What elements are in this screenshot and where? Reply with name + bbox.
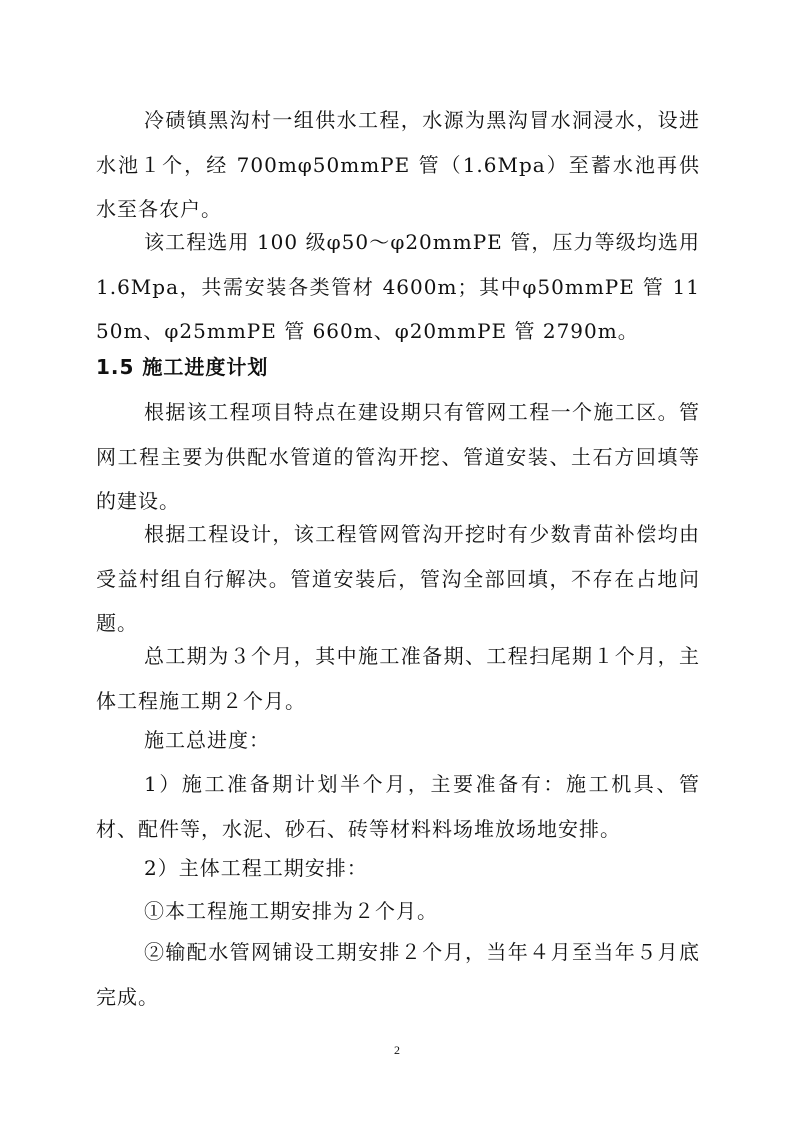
paragraph-compensation: 根据工程设计，该工程管网管沟开挖时有少数青苗补偿均由受益村组自行解决。管道安装后，管沟全部回填，不存在占地问题。	[96, 522, 700, 635]
paragraph-water-source: 冷碛镇黑沟村一组供水工程，水源为黑沟冒水洞浸水，设进水池１个，经 700mφ50mmPE 管（1.6Mpa）至蓄水池再供水至各农户。	[96, 108, 700, 221]
paragraph-total-duration: 总工期为３个月，其中施工准备期、工程扫尾期１个月，主体工程施工期２个月。	[96, 644, 700, 713]
paragraph-construction-period: ①本工程施工期安排为２个月。	[144, 899, 438, 923]
paragraph-schedule-title: 施工总进度：	[144, 728, 270, 752]
paragraph-pipe-network: ②输配水管网铺设工期安排２个月，当年４月至当年５月底完成。	[96, 940, 700, 1009]
section-heading: 1.5 施工进度计划	[96, 355, 269, 379]
paragraph-preparation: 1）施工准备期计划半个月，主要准备有：施工机具、管材、配件等，水泥、砂石、砖等材料料场堆放场地安排。	[96, 772, 700, 841]
page-number: 2	[394, 1043, 400, 1057]
paragraph-pipe-materials: 该工程选用 100 级φ50～φ20mmPE 管，压力等级均选用 1.6Mpa，共需安装各类管材 4600m；其中φ50mmPE 管 1150m、φ25mmPE 管 660m、φ20mmPE 管 2790m。	[96, 230, 700, 343]
paragraph-construction-area: 根据该工程项目特点在建设期只有管网工程一个施工区。管网工程主要为供配水管道的管沟开挖、管道安装、土石方回填等的建设。	[96, 400, 700, 513]
paragraph-main-works: 2）主体工程工期安排：	[144, 856, 368, 880]
